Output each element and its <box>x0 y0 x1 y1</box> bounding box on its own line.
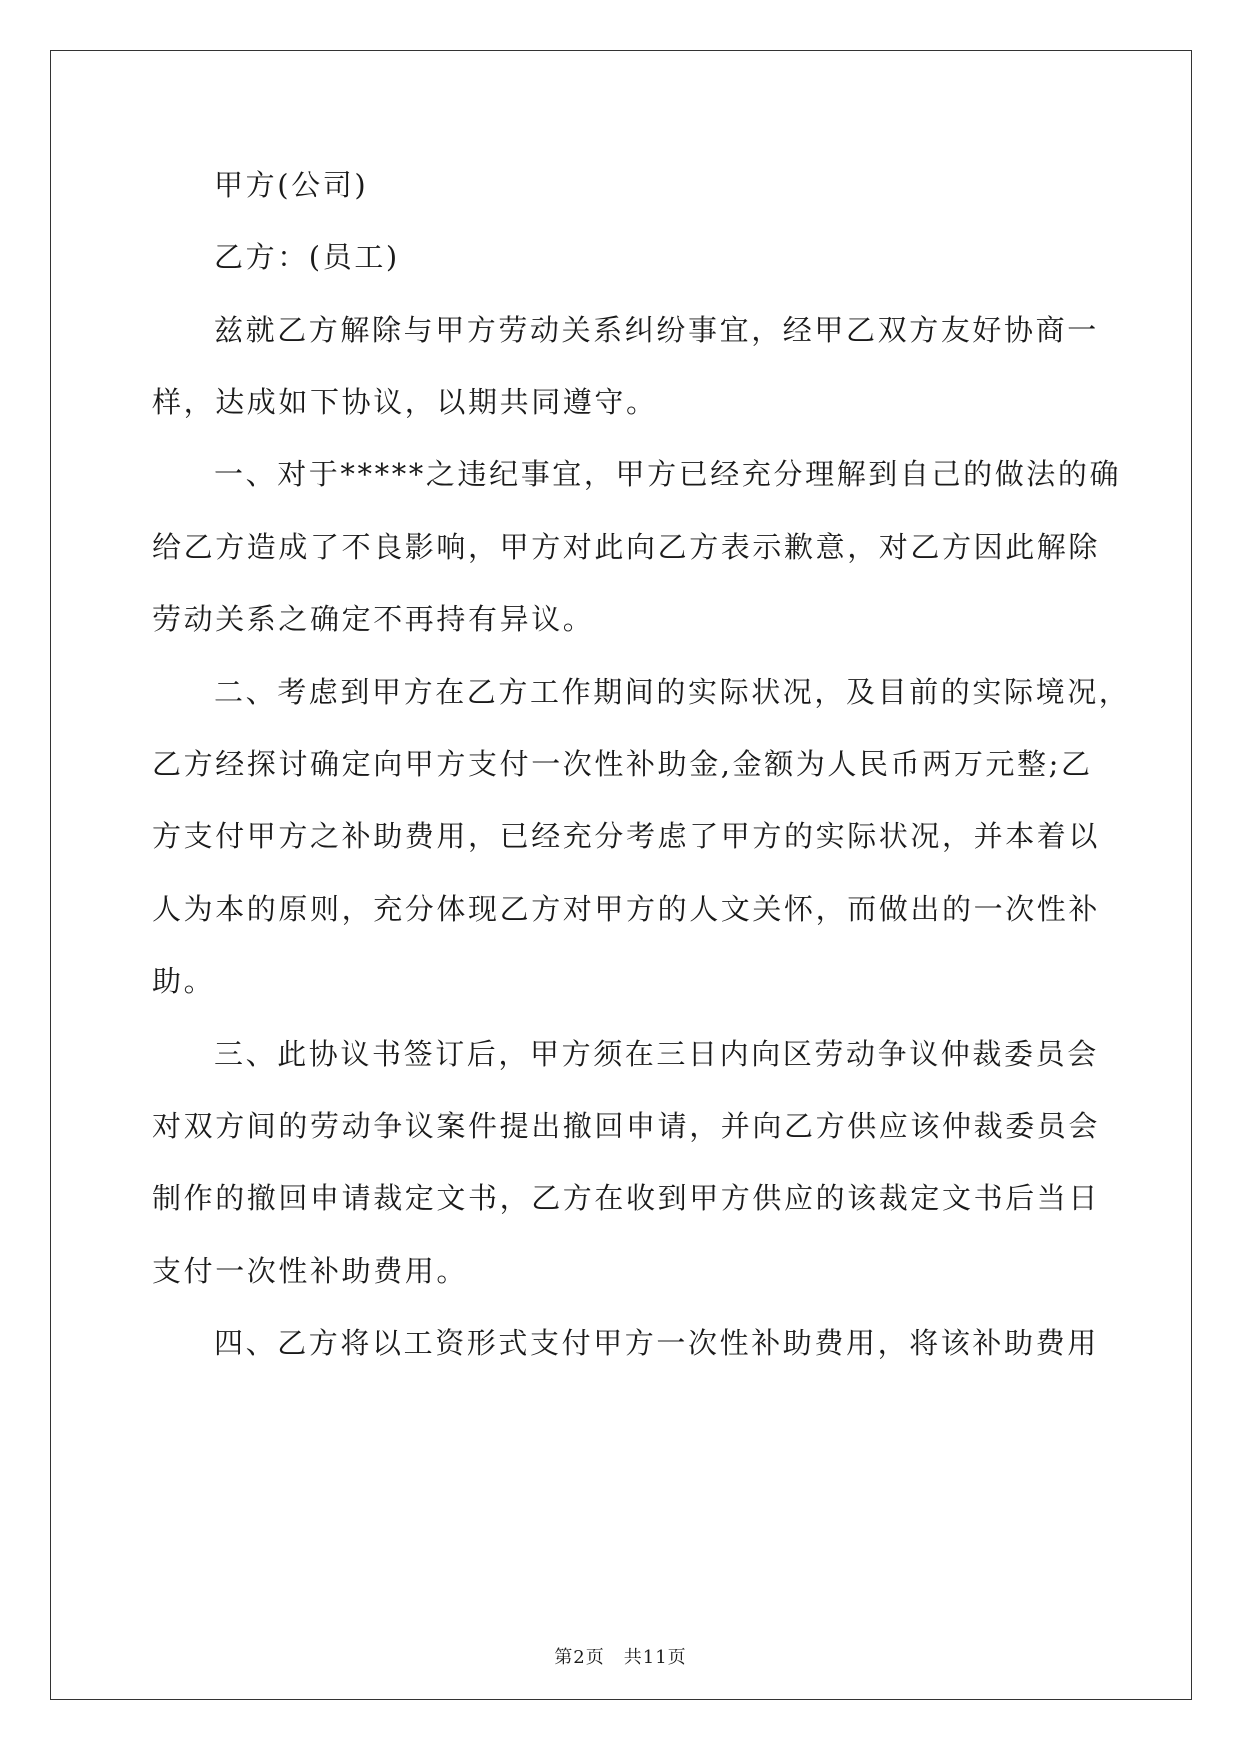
paragraph-line: 支付一次性补助费用。 <box>152 1254 469 1288</box>
paragraph-line: 三、此协议书签订后，甲方须在三日内向区劳动争议仲裁委员会 <box>214 1037 1099 1071</box>
party-b-line: 乙方：(员工) <box>214 240 400 274</box>
paragraph-line: 乙方经探讨确定向甲方支付一次性补助金,金额为人民币两万元整;乙 <box>152 747 1093 781</box>
paragraph-line: 劳动关系之确定不再持有异议。 <box>152 602 595 636</box>
paragraph-line: 人为本的原则，充分体现乙方对甲方的人文关怀，而做出的一次性补 <box>152 892 1101 926</box>
paragraph-line: 四、乙方将以工资形式支付甲方一次性补助费用，将该补助费用 <box>214 1326 1099 1360</box>
page-number: 第2页 共11页 <box>554 1647 687 1668</box>
paragraph-line: 给乙方造成了不良影响，甲方对此向乙方表示歉意，对乙方因此解除 <box>152 530 1101 564</box>
paragraph-line: 兹就乙方解除与甲方劳动关系纠纷事宜，经甲乙双方友好协商一 <box>214 313 1099 347</box>
paragraph-line: 方支付甲方之补助费用，已经充分考虑了甲方的实际状况，并本着以 <box>152 819 1101 853</box>
paragraph-line: 制作的撤回申请裁定文书，乙方在收到甲方供应的该裁定文书后当日 <box>152 1181 1101 1215</box>
paragraph-line: 一、对于*****之违纪事宜，甲方已经充分理解到自己的做法的确 <box>214 457 1122 491</box>
paragraph-line: 二、考虑到甲方在乙方工作期间的实际状况，及目前的实际境况， <box>214 675 1131 709</box>
paragraph-line: 样，达成如下协议，以期共同遵守。 <box>152 385 658 419</box>
paragraph-line: 助。 <box>152 964 216 998</box>
paragraph-line: 对双方间的劳动争议案件提出撤回申请，并向乙方供应该仲裁委员会 <box>152 1109 1101 1143</box>
party-a-line: 甲方(公司) <box>214 168 369 202</box>
page-border <box>50 50 1192 1700</box>
